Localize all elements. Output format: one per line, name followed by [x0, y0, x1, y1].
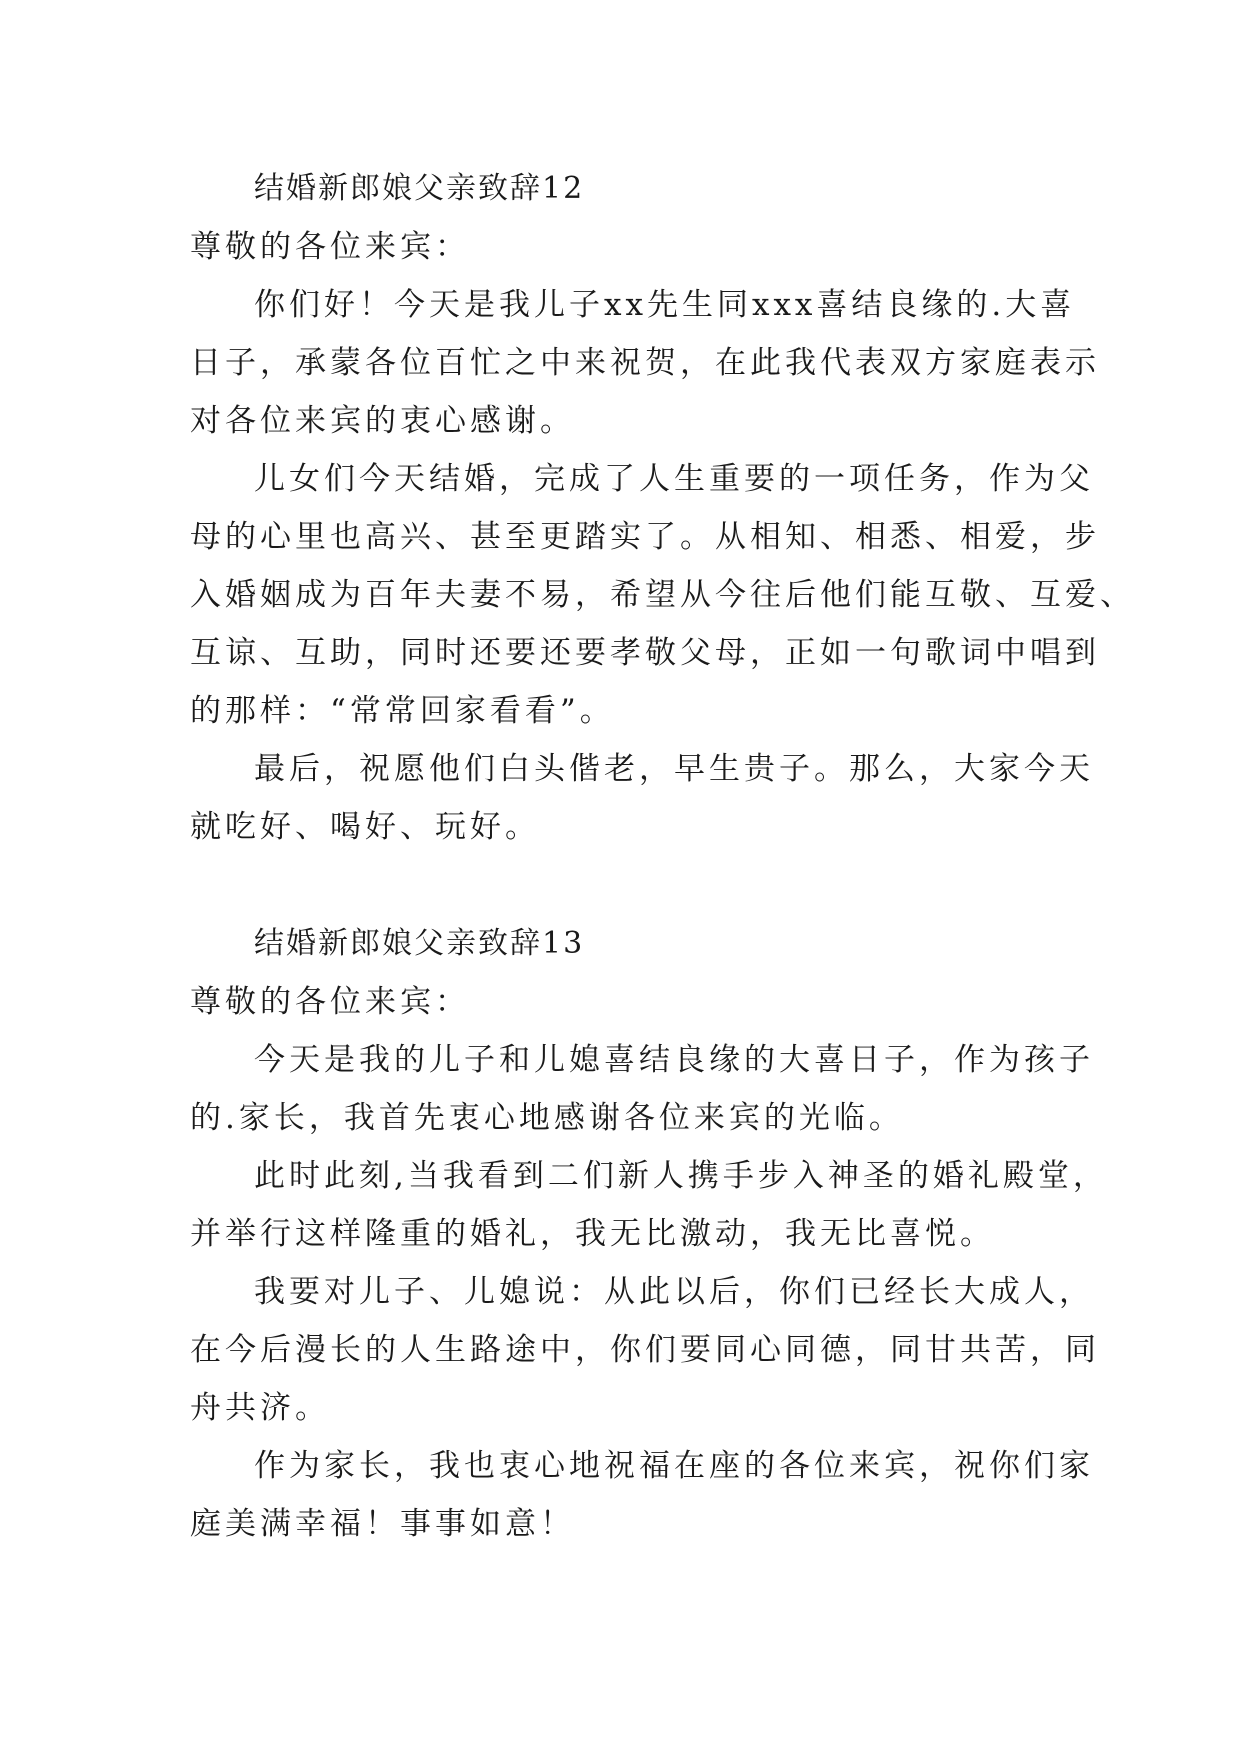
paragraph-line: 日子，承蒙各位百忙之中来祝贺，在此我代表双方家庭表示	[190, 345, 1100, 381]
paragraph	[190, 1263, 1100, 1437]
paragraph-line: 母的心里也高兴、甚至更踏实了。从相知、相悉、相爱，步	[190, 519, 1100, 555]
paragraph-line: 对各位来宾的衷心感谢。	[190, 403, 575, 439]
paragraph	[190, 1147, 1108, 1263]
paragraph-line: 并举行这样隆重的婚礼，我无比激动，我无比喜悦。	[190, 1216, 995, 1252]
paragraph	[190, 450, 1135, 740]
paragraph-line: 舟共济。	[190, 1390, 330, 1426]
paragraph	[190, 740, 1094, 856]
speech-section-12	[190, 160, 1135, 856]
paragraph-line: 入婚姻成为百年夫妻不易，希望从今往后他们能互敬、互爱、	[190, 577, 1135, 613]
paragraph-line: 互谅、互助，同时还要还要孝敬父母，正如一句歌词中唱到	[190, 635, 1100, 671]
paragraph	[190, 1031, 1094, 1147]
paragraph-line: 我要对儿子、儿媳说：从此以后，你们已经长大成人，	[254, 1274, 1094, 1310]
paragraph	[190, 276, 1100, 450]
paragraph-line: 作为家长，我也衷心地祝福在座的各位来宾，祝你们家	[254, 1448, 1094, 1484]
paragraph-line: 今天是我的儿子和儿媳喜结良缘的大喜日子，作为孩子	[254, 1042, 1094, 1078]
greeting-line: 尊敬的各位来宾：	[190, 984, 470, 1020]
paragraph-line: 的那样：“常常回家看看”。	[190, 693, 615, 729]
paragraph-line: 此时此刻,当我看到二们新人携手步入神圣的婚礼殿堂，	[254, 1158, 1108, 1194]
paragraph-line: 的.家长，我首先衷心地感谢各位来宾的光临。	[190, 1100, 904, 1136]
section-title: 结婚新郎娘父亲致辞13	[254, 926, 585, 961]
greeting-line: 尊敬的各位来宾：	[190, 229, 470, 265]
paragraph-line: 最后，祝愿他们白头偕老，早生贵子。那么，大家今天	[254, 751, 1094, 787]
speech-section-13	[190, 915, 1108, 1553]
section-title: 结婚新郎娘父亲致辞12	[254, 171, 585, 206]
paragraph-line: 庭美满幸福！事事如意！	[190, 1506, 575, 1542]
paragraph-line: 儿女们今天结婚，完成了人生重要的一项任务，作为父	[254, 461, 1094, 497]
paragraph-line: 在今后漫长的人生路途中，你们要同心同德，同甘共苦，同	[190, 1332, 1100, 1368]
paragraph	[190, 1437, 1094, 1553]
paragraph-line: 就吃好、喝好、玩好。	[190, 809, 540, 845]
paragraph-line: 你们好！今天是我儿子xx先生同xxx喜结良缘的.大喜	[254, 287, 1076, 323]
